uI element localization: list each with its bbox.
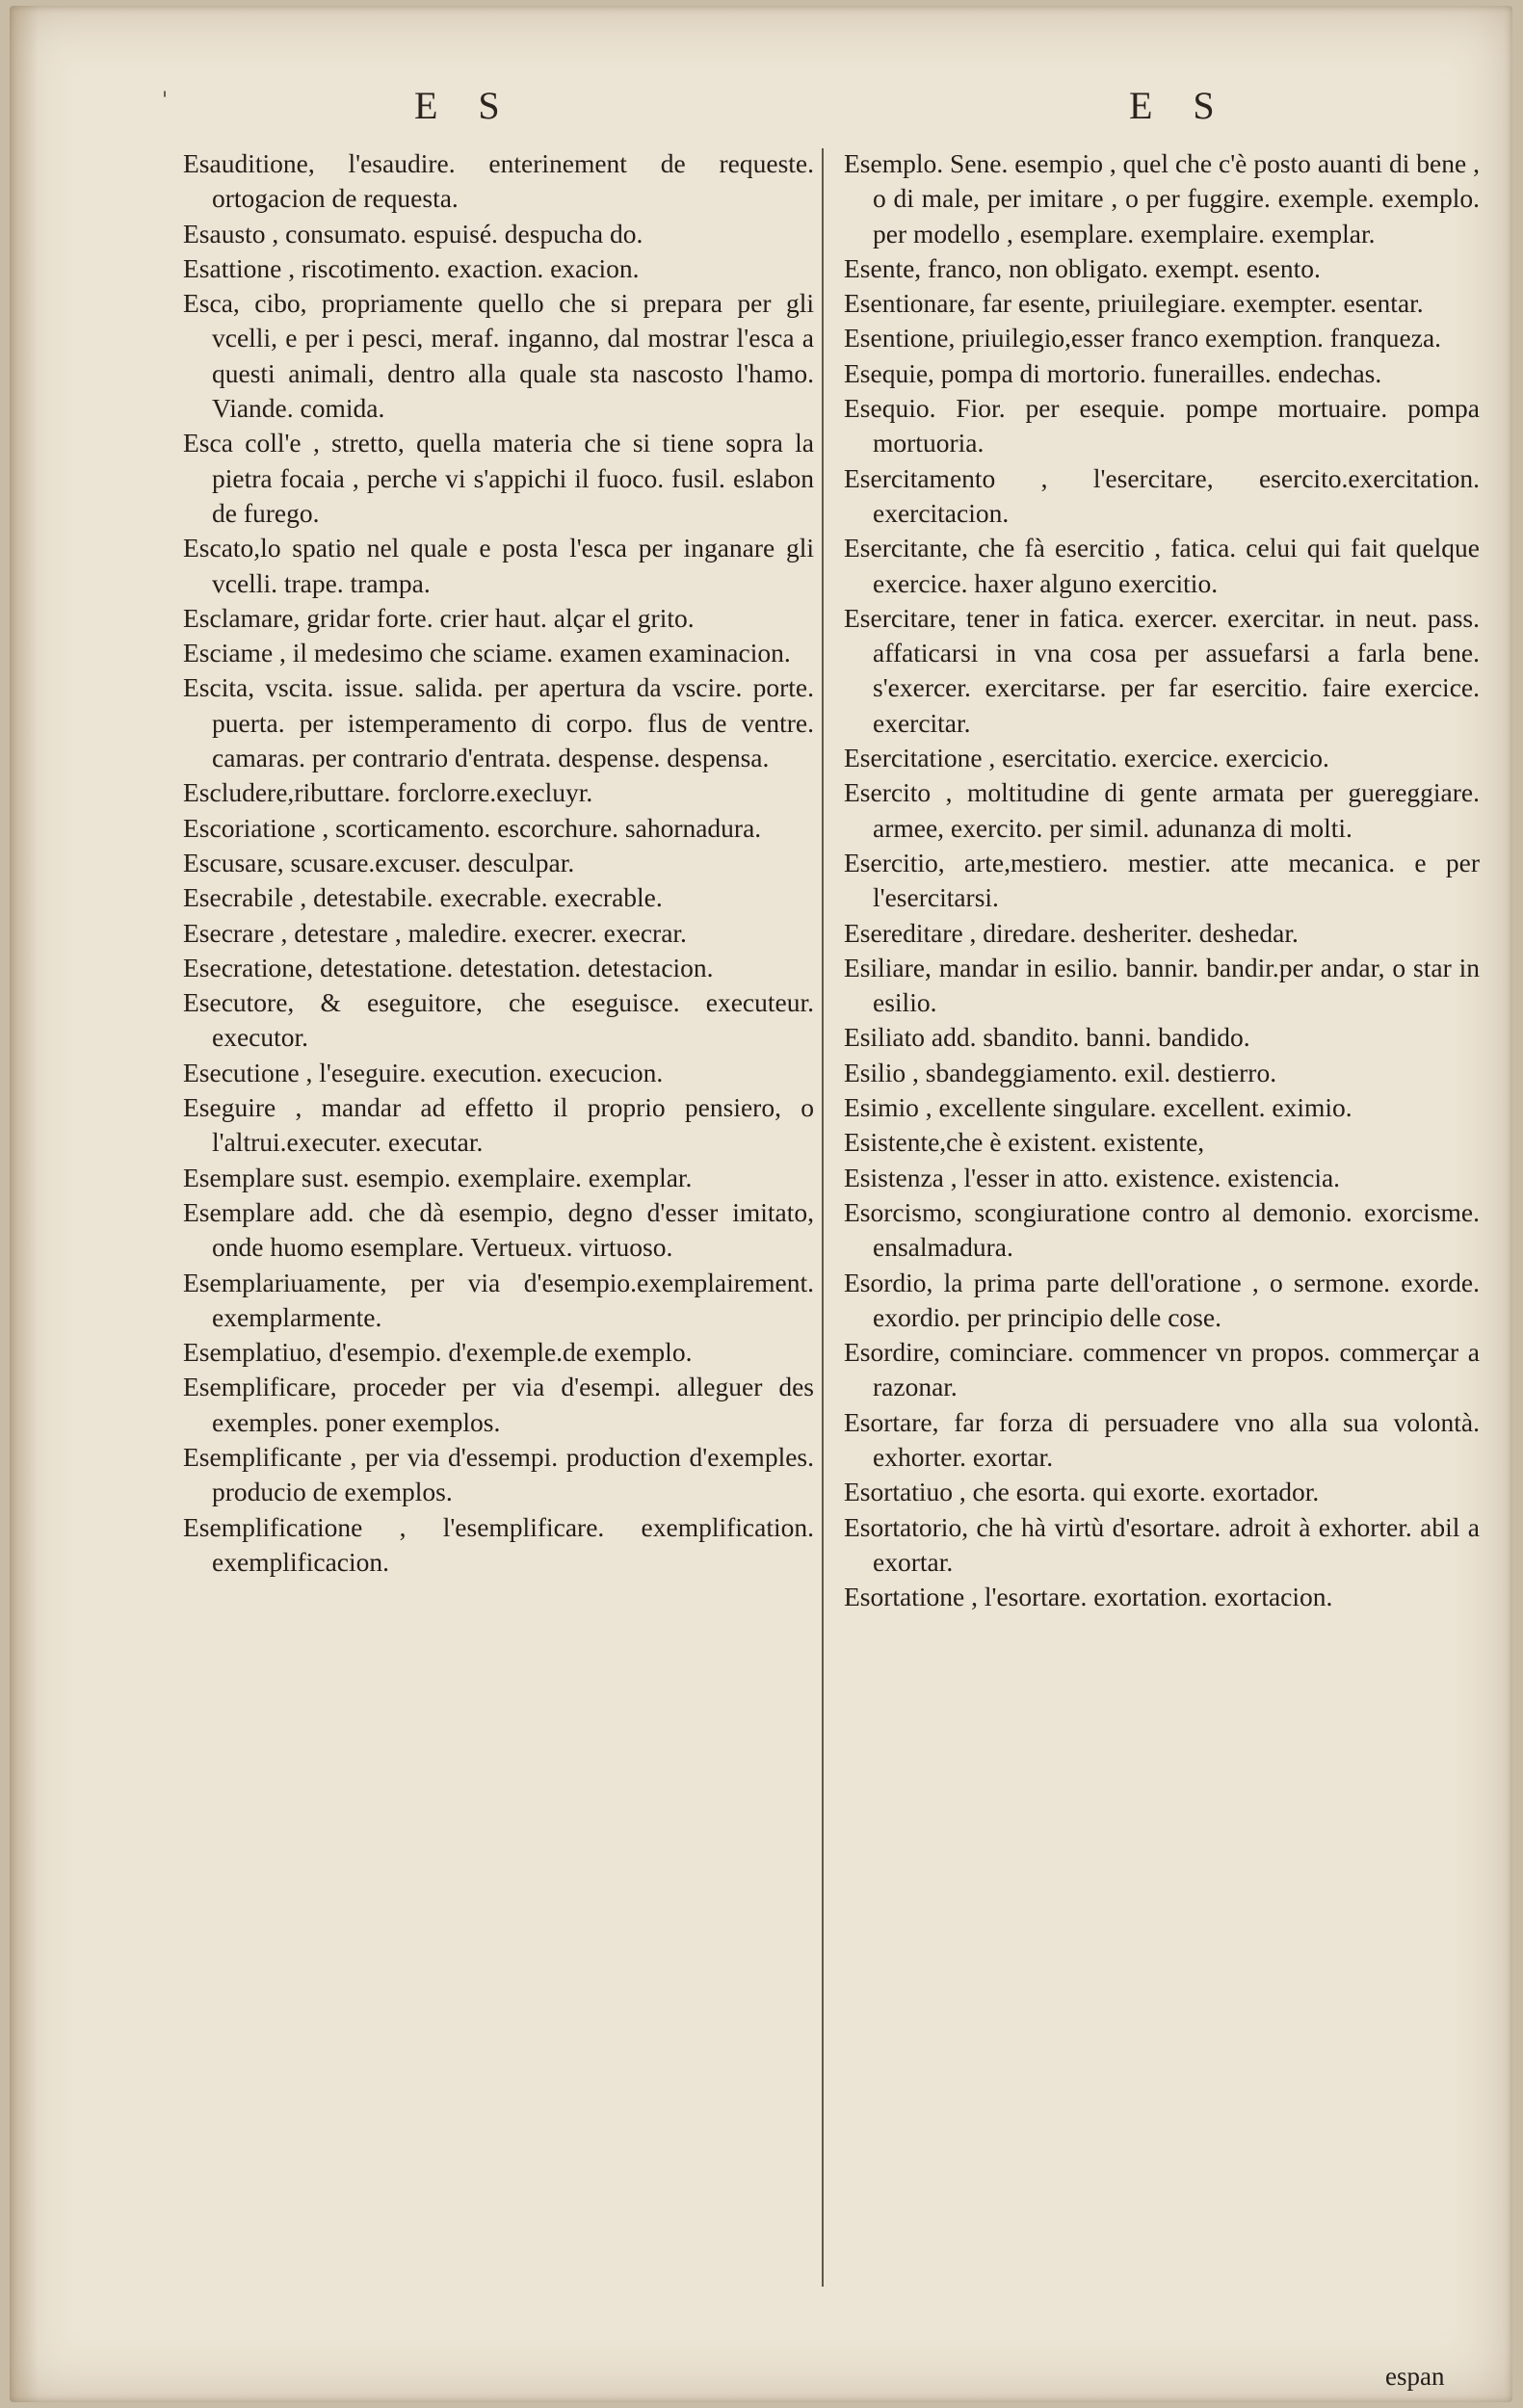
entry: Esemplare sust. esempio. exemplaire. exemplar. — [183, 1162, 693, 1192]
entry: Eseguire , mandar ad effetto il proprio pensiero, o l'altrui.executer. executar. — [183, 1092, 814, 1158]
entry: Esentionare, far esente, priuilegiare. exempter. esentar. — [844, 288, 1424, 319]
entry: Esordire, cominciare. commencer vn propos. commerçar a razonar. — [844, 1337, 1480, 1402]
entry: Esercitatione , esercitatio. exercice. exercicio. — [844, 743, 1329, 773]
entry: Esortatione , l'esortare. exortation. exortacion. — [844, 1582, 1333, 1612]
entry: Escita, vscita. issue. salida. per apertura da vscire. porte. puerta. per istemperamento di corpo. flus de ventre. camaras. per contrario d'entrata. despense. despensa. — [183, 672, 814, 773]
entry: Esequio. Fior. per esequie. pompe mortuaire. pompa mortuoria. — [844, 393, 1480, 458]
dictionary-page — [10, 6, 1512, 2402]
left-column — [183, 146, 814, 1580]
running-head-left: E S — [414, 84, 515, 127]
entry: Esordio, la prima parte dell'oratione , o sermone. exorde. exordio. per principio delle cose. — [844, 1267, 1480, 1332]
entry: Esciame , il medesimo che sciame. examen examinacion. — [183, 638, 791, 668]
entry: Esilio , sbandeggiamento. exil. destierro. — [844, 1057, 1277, 1087]
entry: Escusare, scusare.excuser. desculpar. — [183, 847, 575, 877]
right-column — [844, 146, 1480, 1614]
entry: Escato,lo spatio nel quale e posta l'esca per inganare gli vcelli. trape. trampa. — [183, 533, 814, 598]
entry: Esistenza , l'esser in atto. existence. existencia. — [844, 1162, 1341, 1192]
entry: Esecratione, detestatione. detestation. detestacion. — [183, 952, 714, 982]
entry: Esauditione, l'esaudire. enterinement de requeste. ortogacion de requesta. — [183, 148, 814, 214]
entry: Esercitamento , l'esercitare, esercito.exercitation. exercitacion. — [844, 462, 1480, 528]
entry: Escludere,ributtare. forclorre.execluyr. — [183, 777, 593, 808]
entry: Escoriatione , scorticamento. escorchure. sahornadura. — [183, 812, 762, 843]
corner-mark: ' — [162, 89, 169, 113]
entry: Esortare, far forza di persuadere vno alla sua volontà. exhorter. exortar. — [844, 1406, 1480, 1472]
entry: Esemplificatione , l'esemplificare. exemplification. exemplificacion. — [183, 1511, 814, 1577]
entry: Esausto , consumato. espuisé. despucha do. — [183, 218, 643, 249]
entry: Esemplariuamente, per via d'esempio.exemplairement. exemplarmente. — [183, 1267, 814, 1332]
entry: Esecrare , detestare , maledire. execrer. execrar. — [183, 917, 687, 948]
entry: Esortatorio, che hà virtù d'esortare. adroit à exhorter. abil a exortar. — [844, 1511, 1480, 1577]
entry: Esemplare add. che dà esempio, degno d'esser imitato, onde huomo esemplare. Vertueux. virtuoso. — [183, 1196, 814, 1263]
entry: Esercitare, tener in fatica. exercer. exercitar. in neut. pass. affaticarsi in vna cosa per assuefarsi a farla bene. s'exercer. exercitarse. per far esercitio. faire exercice. exercitar. — [844, 602, 1480, 738]
entry: Esortatiuo , che esorta. qui exorte. exortador. — [844, 1477, 1320, 1507]
column-rule — [822, 148, 824, 2287]
entry: Esimio , excellente singulare. excellent. eximio. — [844, 1092, 1352, 1123]
entry: Esente, franco, non obligato. exempt. esento. — [844, 252, 1321, 283]
entry: Esemplificante , per via d'essempi. production d'exemples. producio de exemplos. — [183, 1441, 814, 1507]
entry: Esemplificare, proceder per via d'esempi. alleguer des exemples. poner exemplos. — [183, 1372, 814, 1437]
entry: Esiliare, mandar in esilio. bannir. bandir.per andar, o star in esilio. — [844, 952, 1480, 1018]
entry: Esiliato add. sbandito. banni. bandido. — [844, 1022, 1250, 1053]
entry: Esecutione , l'eseguire. execution. execucion. — [183, 1057, 664, 1087]
entry: Esemplatiuo, d'esempio. d'exemple.de exemplo. — [183, 1337, 693, 1368]
entry: Esattione , riscotimento. exaction. exacion. — [183, 252, 640, 283]
entry: Esereditare , diredare. desheriter. deshedar. — [844, 917, 1299, 948]
catchword: espan — [1385, 2362, 1445, 2391]
entry: Esemplo. Sene. esempio , quel che c'è posto auanti di bene , o di male, per imitare , o per fuggire. exemple. exemplo. per modello , esemplare. exemplaire. exemplar. — [844, 148, 1480, 249]
entry: Esclamare, gridar forte. crier haut. alçar el grito. — [183, 602, 695, 633]
entry: Esercito , moltitudine di gente armata per guereggiare. armee, exercito. per simil. adunanza di molti. — [844, 777, 1480, 843]
entry: Esorcismo, scongiuratione contro al demonio. exorcisme. ensalmadura. — [844, 1196, 1480, 1263]
entry: Esecutore, & eseguitore, che eseguisce. executeur. executor. — [183, 987, 814, 1053]
entry: Esercitante, che fà esercitio , fatica. celui qui fait quelque exercice. haxer alguno exercitio. — [844, 533, 1480, 598]
entry: Esistente,che è existent. existente, — [844, 1127, 1205, 1158]
entry: Esca coll'e , stretto, quella materia che si tiene sopra la pietra focaia , perche vi s'appichi il fuoco. fusil. eslabon de furego. — [183, 428, 814, 528]
entry: Esercitio, arte,mestiero. mestier. atte mecanica. e per l'esercitarsi. — [844, 847, 1480, 913]
entry: Esca, cibo, propriamente quello che si prepara per gli vcelli, e per i pesci, meraf. inganno, dal mostrar l'esca a questi animali, dentro alla quale sta nascosto l'hamo. Viande. comida. — [183, 288, 814, 424]
entry: Esequie, pompa di mortorio. funerailles. endechas. — [844, 357, 1382, 388]
entry: Esentione, priuilegio,esser franco exemption. franqueza. — [844, 323, 1442, 353]
running-head-right: E S — [1129, 84, 1230, 127]
entry: Esecrabile , detestabile. execrable. execrable. — [183, 882, 663, 913]
